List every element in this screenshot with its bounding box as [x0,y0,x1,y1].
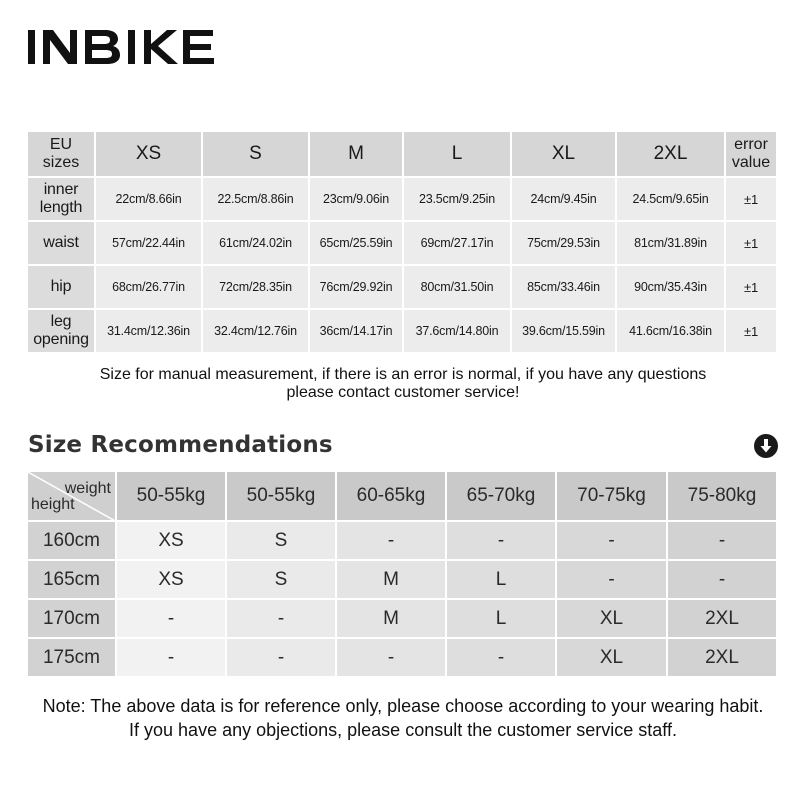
error-cell: ±1 [726,178,778,222]
size-cell: - [668,561,778,600]
size-cell: XS [117,561,227,600]
measure-row-inner-length [28,178,778,222]
size-cell: XL [557,639,668,678]
measure-cell: 31.4cm/12.36in [96,310,203,354]
size-cell: M [337,600,447,639]
measure-cell: 90cm/35.43in [617,266,726,310]
size-cell: 2XL [668,639,778,678]
measure-cell: 65cm/25.59in [310,222,404,266]
height-label: 160cm [28,522,117,561]
measure-cell: 57cm/22.44in [96,222,203,266]
weight-header: 60-65kg [337,472,447,522]
size-cell: S [227,561,337,600]
size-header-2xl: 2XL [617,132,726,178]
error-cell: ±1 [726,266,778,310]
measurement-note-line1: Size for manual measurement, if there is an error is normal, if you have any questions [99,366,707,383]
height-row-165 [28,561,778,600]
measure-cell: 23.5cm/9.25in [404,178,512,222]
size-chart-header-row [28,132,778,178]
measure-cell: 39.6cm/15.59in [512,310,617,354]
eu-sizes-header [28,132,96,178]
inbike-logo-graphic [28,28,254,68]
weight-header: 50-55kg [227,472,337,522]
size-cell: - [447,639,557,678]
measure-cell: 24cm/9.45in [512,178,617,222]
size-cell: 2XL [668,600,778,639]
size-header-s: S [203,132,310,178]
eu-sizes-line2: sizes [42,154,80,171]
size-cell: XS [117,522,227,561]
measure-cell: 24.5cm/9.65in [617,178,726,222]
weight-header-row [28,472,778,522]
size-cell: XL [557,600,668,639]
size-cell: M [337,561,447,600]
reference-note-line2: If you have any objections, please consult the customer service staff. [129,720,677,740]
measure-cell: 80cm/31.50in [404,266,512,310]
height-label: 170cm [28,600,117,639]
size-cell: - [227,600,337,639]
size-chart-table [28,132,778,354]
size-header-m: M [310,132,404,178]
weight-header: 75-80kg [668,472,778,522]
measure-row-leg-opening [28,310,778,354]
error-cell: ±1 [726,222,778,266]
row-label-line2: length [39,199,83,216]
height-label: 175cm [28,639,117,678]
size-cell: L [447,600,557,639]
height-row-170 [28,600,778,639]
measure-cell: 36cm/14.17in [310,310,404,354]
size-header-xl: XL [512,132,617,178]
row-label [28,310,96,354]
size-cell: - [227,639,337,678]
section-title: Size Recommendations [28,432,333,458]
measure-cell: 22cm/8.66in [96,178,203,222]
row-label-line1: inner [43,181,79,198]
weight-height-corner [28,472,117,522]
measure-cell: 61cm/24.02in [203,222,310,266]
measurement-note-line2: please contact customer service! [286,384,520,401]
measure-cell: 69cm/27.17in [404,222,512,266]
height-label: 165cm [28,561,117,600]
size-cell: - [337,639,447,678]
size-cell: - [668,522,778,561]
height-corner-label: height [31,496,75,513]
reference-note [20,694,786,742]
measure-cell: 76cm/29.92in [310,266,404,310]
measure-cell: 75cm/29.53in [512,222,617,266]
error-label-line1: error [734,136,768,153]
weight-header: 70-75kg [557,472,668,522]
height-row-175 [28,639,778,678]
measure-cell: 68cm/26.77in [96,266,203,310]
row-label [28,222,96,266]
row-label [28,266,96,310]
measure-cell: 22.5cm/8.86in [203,178,310,222]
measure-row-waist [28,222,778,266]
row-label [28,178,96,222]
size-cell: S [227,522,337,561]
size-header-l: L [404,132,512,178]
size-recommendation-table [28,472,778,678]
eu-sizes-line1: EU [49,136,73,153]
arrow-down-circle-icon[interactable] [754,434,778,458]
brand-logo [28,28,254,68]
measure-cell: 81cm/31.89in [617,222,726,266]
height-row-160 [28,522,778,561]
measure-cell: 41.6cm/16.38in [617,310,726,354]
error-label-line2: value [731,154,771,171]
reference-note-line1: Note: The above data is for reference only, please choose according to your wearing habit. [42,696,764,716]
size-cell: L [447,561,557,600]
measure-row-hip [28,266,778,310]
measure-cell: 32.4cm/12.76in [203,310,310,354]
row-label-line1: leg [50,313,72,330]
row-label-line1: hip [50,278,72,295]
size-cell: - [557,561,668,600]
size-cell: - [447,522,557,561]
measure-cell: 23cm/9.06in [310,178,404,222]
size-header-xs: XS [96,132,203,178]
weight-header: 65-70kg [447,472,557,522]
row-label-line2: opening [33,331,89,348]
error-value-header [726,132,778,178]
size-cell: - [117,600,227,639]
size-cell: - [557,522,668,561]
measure-cell: 85cm/33.46in [512,266,617,310]
weight-corner-label: weight [64,480,111,497]
error-cell: ±1 [726,310,778,354]
row-label-line1: waist [43,234,79,251]
measure-cell: 37.6cm/14.80in [404,310,512,354]
measurement-note [28,366,778,402]
size-cell: - [337,522,447,561]
size-cell: - [117,639,227,678]
weight-header: 50-55kg [117,472,227,522]
measure-cell: 72cm/28.35in [203,266,310,310]
